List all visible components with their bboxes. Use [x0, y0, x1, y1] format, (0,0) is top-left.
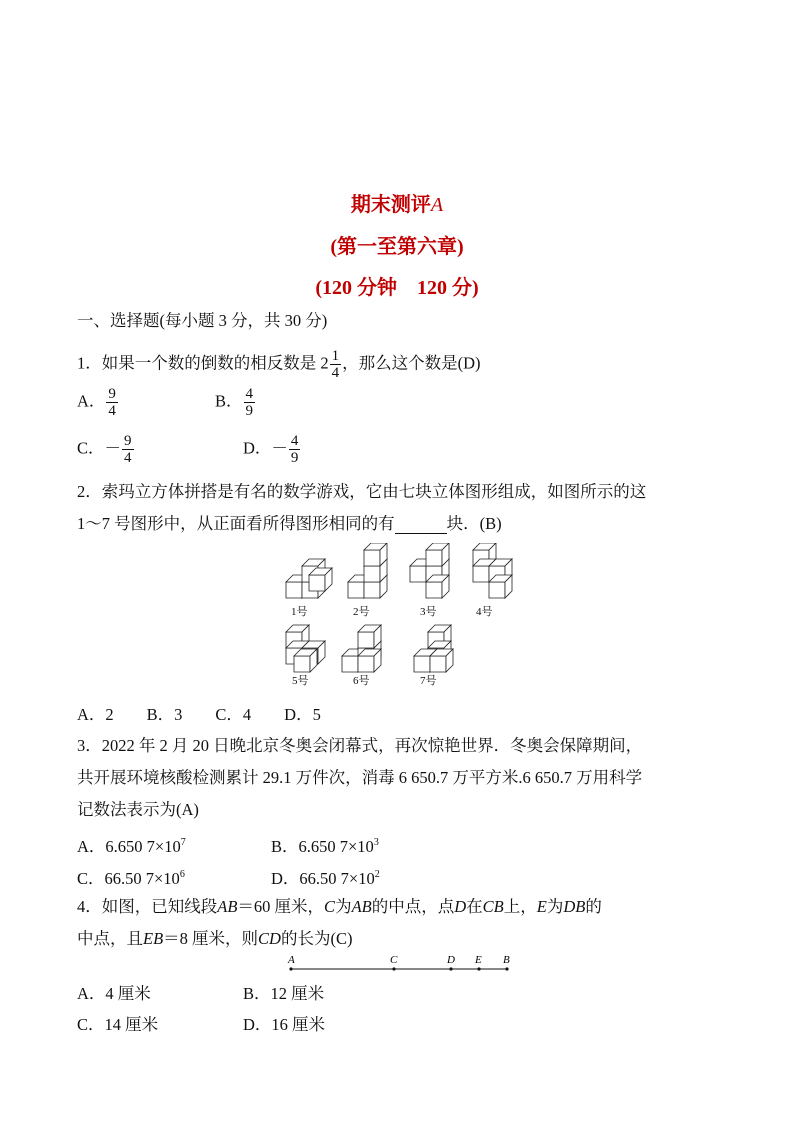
exam-title — [0, 188, 794, 217]
point-d — [449, 967, 452, 970]
shape-7 — [414, 625, 453, 672]
q2-line2-post: 块．(B) — [446, 514, 502, 533]
q3-line1: 3．2022 年 2 月 20 日晚北京冬奥会闭幕式，再次惊艳世界．冬奥会保障期间， — [77, 736, 643, 755]
label-d: D — [447, 954, 455, 966]
q3-option-d — [271, 865, 380, 889]
q1-mixed-fraction — [330, 348, 342, 381]
q1-option-d-den: 9 — [290, 450, 299, 466]
q1-mixed-num: 1 — [331, 348, 340, 364]
q3-option-a — [77, 833, 186, 857]
q1-option-b-num: 4 — [245, 386, 254, 402]
caption-4: 4号 — [476, 606, 493, 618]
answer-blank — [395, 517, 447, 534]
caption-6: 6号 — [353, 675, 370, 687]
q4-t15: 的 — [585, 897, 602, 916]
q2-line2-pre: 1～7 号图形中，从正面看所得图形相同的有 — [77, 514, 395, 533]
q1-stem — [77, 348, 481, 381]
label-b: B — [503, 954, 510, 966]
q1-option-d-fraction — [289, 433, 301, 466]
q4-t11: 上， — [503, 897, 537, 916]
caption-7: 7号 — [420, 675, 437, 687]
shape-5 — [286, 625, 325, 672]
q4-t6: AB — [351, 897, 372, 916]
q1-option-d-num: 4 — [290, 433, 299, 449]
shape-4 — [473, 543, 512, 598]
point-b — [505, 967, 508, 970]
q3-option-a-exp: 7 — [180, 837, 186, 848]
shape-2 — [348, 543, 387, 598]
q4-t5: 为 — [335, 897, 352, 916]
q3-option-c-exp: 6 — [179, 869, 185, 880]
q3-option-a-text: A．6.650 7×10 — [77, 837, 181, 856]
q1-option-b — [215, 386, 256, 419]
q1-option-d — [243, 433, 301, 466]
q1-option-a-label: A． — [77, 391, 106, 411]
q4-option-b: B．12 厘米 — [243, 984, 325, 1003]
q4-t10: CB — [482, 897, 504, 916]
q4-t12: E — [536, 897, 547, 916]
q4-l2-t2: EB — [143, 929, 164, 948]
section-heading: 一、选择题(每小题 3 分，共 30 分) — [77, 311, 328, 330]
q1-stem-post: ，那么这个数是(D) — [342, 353, 481, 373]
q3-option-d-exp: 2 — [374, 869, 380, 880]
point-e — [477, 967, 480, 970]
q1-option-c-den: 4 — [124, 450, 132, 466]
q1-option-c-num: 9 — [124, 433, 132, 449]
caption-3: 3号 — [420, 606, 437, 618]
q4-t2: AB — [217, 897, 238, 916]
q3-option-d-text: D．66.50 7×10 — [271, 869, 375, 888]
q3-option-b — [271, 833, 379, 857]
q1-option-b-den: 9 — [245, 403, 254, 419]
label-c: C — [390, 954, 398, 966]
q1-option-c-label: C．－ — [77, 438, 122, 458]
label-a: A — [288, 954, 295, 966]
shape-1 — [286, 559, 332, 598]
q2-line1: 2．索玛立方体拼搭是有名的数学游戏，它由七块立体图形组成，如图所示的这 — [77, 482, 647, 501]
q1-option-a-den: 4 — [108, 403, 116, 419]
q1-stem-pre: 1．如果一个数的倒数的相反数是 2 — [77, 353, 329, 373]
exam-subtitle: (第一至第六章) — [330, 236, 464, 258]
q3-option-c — [77, 865, 185, 889]
shape-3 — [410, 543, 449, 598]
q3-line2: 共开展环境核酸检测累计 29.1 万件次，消毒 6 650.7 万平方米.6 650.7 万用科学 — [77, 768, 643, 787]
shape-6 — [342, 625, 381, 672]
q4-t14: DB — [563, 897, 586, 916]
q4-l2-t1: 中点，且 — [77, 929, 143, 948]
q3-option-b-exp: 3 — [373, 837, 379, 848]
q4-t3: ＝60 厘米， — [237, 897, 325, 916]
q1-option-a — [77, 386, 119, 419]
q1-option-a-fraction — [106, 386, 118, 419]
label-e: E — [475, 954, 482, 966]
caption-1: 1号 — [291, 606, 308, 618]
q4-t1: 4．如图，已知线段 — [77, 897, 218, 916]
q4-l2-t3: ＝8 厘米，则 — [163, 929, 259, 948]
q4-t13: 为 — [546, 897, 564, 916]
q4-t9: 在 — [466, 897, 483, 916]
q1-option-b-label: B． — [215, 391, 243, 411]
segment-figure — [285, 952, 525, 982]
exam-title-letter: A — [430, 194, 444, 216]
q4-option-d: D．16 厘米 — [243, 1015, 326, 1034]
q4-l2-t4: CD — [258, 929, 281, 948]
q2-options: A．2 B．3 C．4 D．5 — [77, 705, 321, 724]
soma-cube-figure — [280, 543, 520, 693]
point-c — [392, 967, 395, 970]
q3-option-b-text: B．6.650 7×10 — [271, 837, 374, 856]
q2-line2 — [77, 514, 502, 534]
q1-option-c-fraction — [122, 433, 134, 466]
q4-t7: 的中点，点 — [371, 897, 455, 916]
q4-l2-t5: 的长为(C) — [280, 929, 353, 948]
q1-option-c — [77, 433, 135, 466]
q4-t8: D — [454, 897, 467, 916]
q3-option-c-text: C．66.50 7×10 — [77, 869, 180, 888]
q4-t4: C — [324, 897, 336, 916]
exam-time-score: (120 分钟 120 分) — [315, 277, 479, 299]
q1-option-a-num: 9 — [108, 386, 116, 402]
caption-5: 5号 — [292, 675, 309, 687]
q1-mixed-den: 4 — [331, 365, 340, 381]
q3-line3: 记数法表示为(A) — [77, 800, 199, 819]
caption-2: 2号 — [353, 606, 370, 618]
q4-line1 — [77, 897, 602, 917]
point-a — [289, 967, 292, 970]
q4-option-c: C．14 厘米 — [77, 1015, 159, 1034]
q4-line2 — [77, 929, 352, 949]
q4-option-a: A．4 厘米 — [77, 984, 151, 1003]
q1-option-b-fraction — [244, 386, 256, 419]
exam-title-main: 期末测评 — [350, 194, 431, 216]
q1-option-d-label: D．－ — [243, 438, 288, 458]
